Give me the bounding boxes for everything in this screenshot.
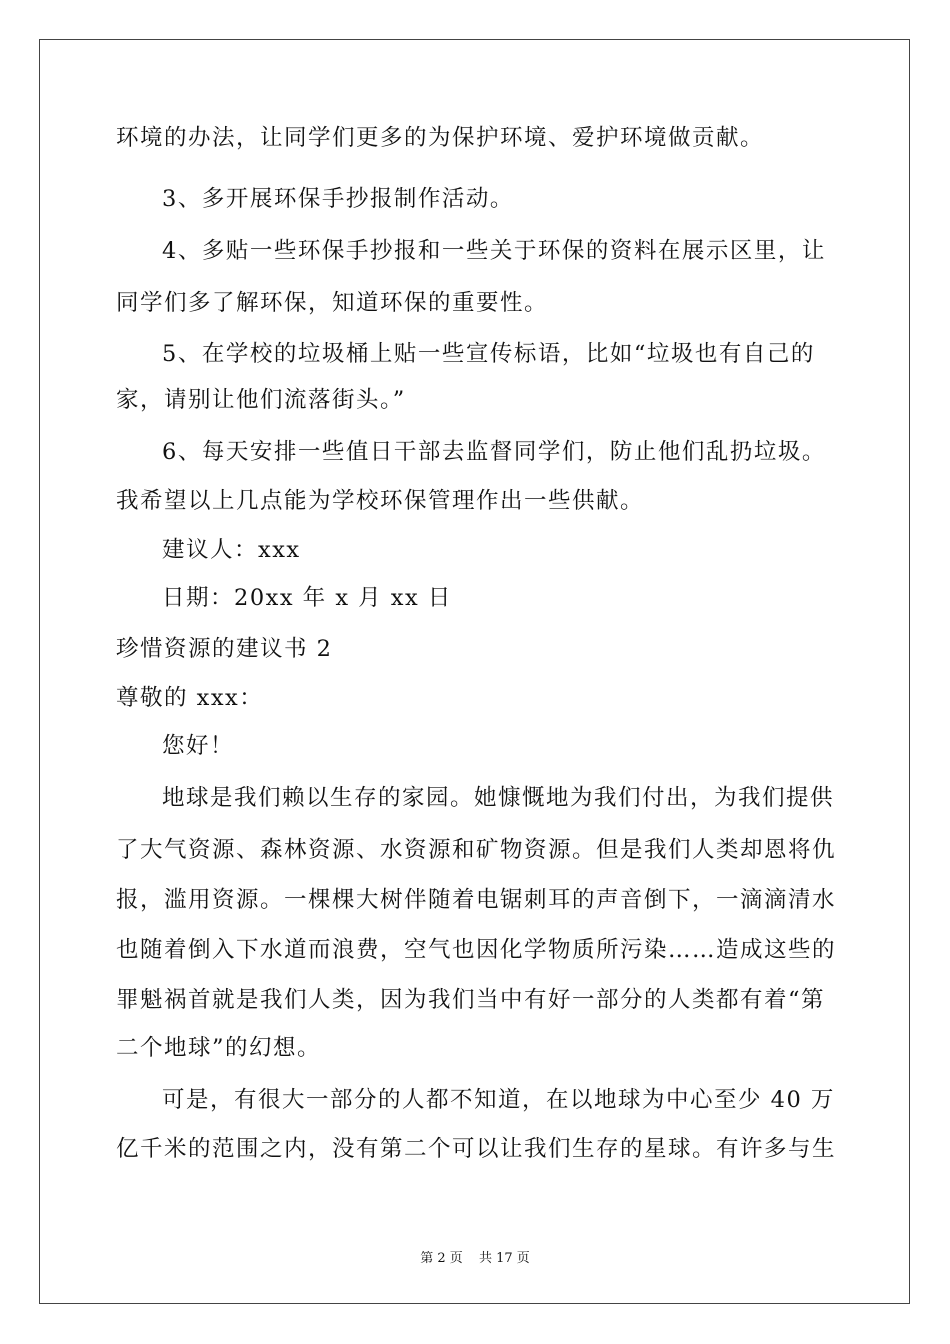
greeting: 您好！ [162,733,235,759]
text-line: 罪魁祸首就是我们人类，因为我们当中有好一部分的人类都有着“第 [116,987,826,1013]
text-line: 报，滥用资源。一棵棵大树伴随着电锯刺耳的声音倒下，一滴滴清水 [116,887,837,913]
page-total: 共 17 页 [478,1251,530,1266]
text-line: 我希望以上几点能为学校环保管理作出一些供献。 [116,488,645,514]
text-line: 3、多开展环保手抄报制作活动。 [162,186,514,212]
section-title: 珍惜资源的建议书 2 [116,636,333,662]
text-line: 同学们多了解环保，知道环保的重要性。 [116,290,549,316]
page-number: 第 2 页 [420,1251,463,1266]
text-line: 可是，有很大一部分的人都不知道，在以地球为中心至少 40 万 [162,1087,835,1113]
text-line: 5、在学校的垃圾桶上贴一些宣传标语，比如“垃圾也有自己的 [162,341,815,367]
page-footer [0,1247,950,1266]
text-line: 地球是我们赖以生存的家园。她慷慨地为我们付出，为我们提供 [162,785,835,811]
text-line: 亿千米的范围之内，没有第二个可以让我们生存的星球。有许多与生 [116,1136,837,1162]
text-line: 4、多贴一些环保手抄报和一些关于环保的资料在展示区里，让 [162,238,826,264]
text-line: 也随着倒入下水道而浪费，空气也因化学物质所污染……造成这些的 [116,937,837,963]
text-line: 家，请别让他们流落街头。” [116,387,406,413]
salutation: 尊敬的 xxx： [116,685,264,711]
text-line: 环境的办法，让同学们更多的为保护环境、爱护环境做贡献。 [116,125,765,151]
text-line: 了大气资源、森林资源、水资源和矿物资源。但是我们人类却恩将仇 [116,837,837,863]
text-line: 二个地球”的幻想。 [116,1035,322,1061]
signer-line: 建议人：xxx [162,537,301,563]
text-line: 6、每天安排一些值日干部去监督同学们，防止他们乱扔垃圾。 [162,439,826,465]
date-line: 日期：20xx 年 x 月 xx 日 [162,585,452,611]
